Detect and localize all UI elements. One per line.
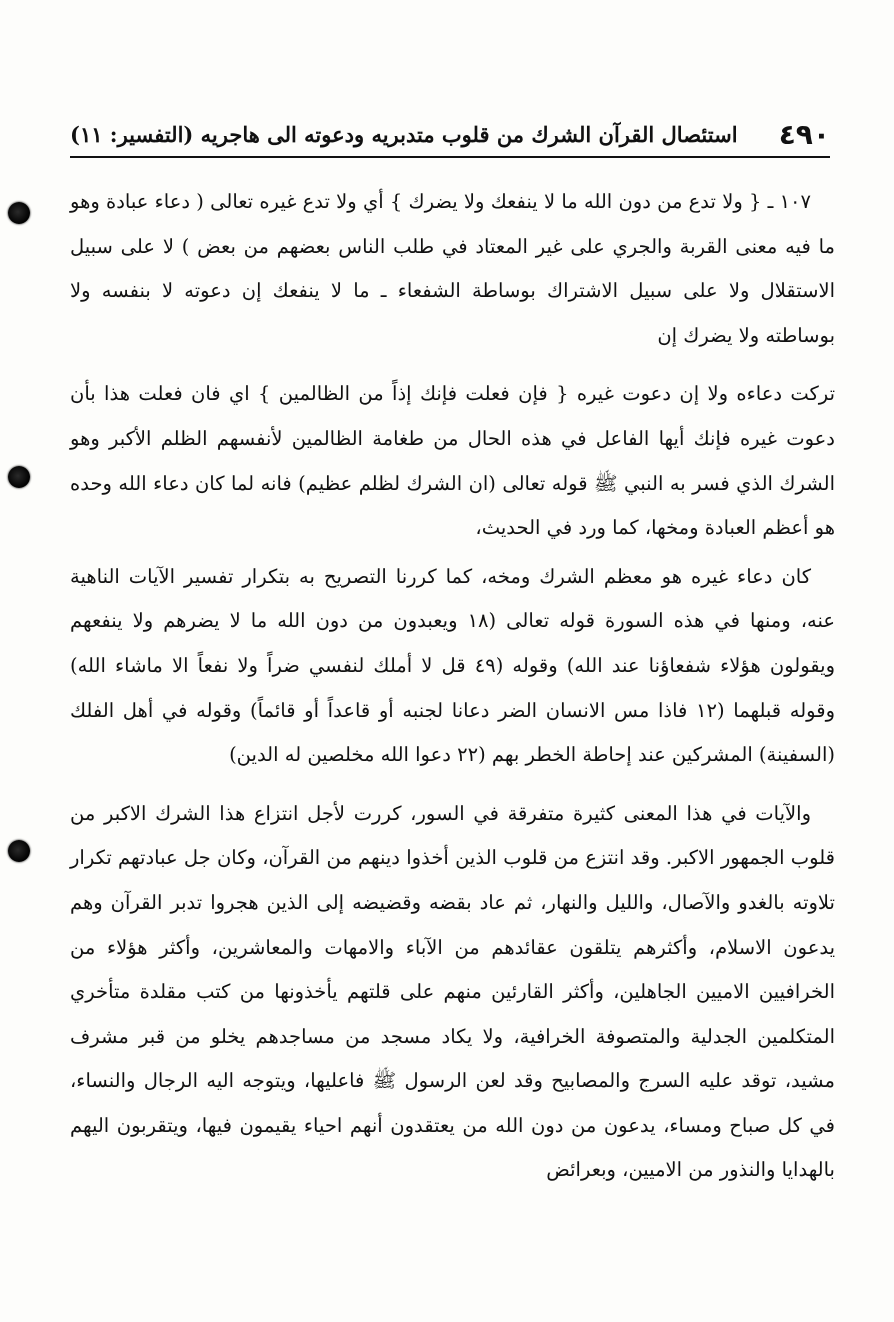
- running-title: استئصال القرآن الشرك من قلوب متدبريه ودعوته الى هاجريه (التفسير: ١١): [70, 121, 738, 147]
- paragraph-shirk-verses: كان دعاء غيره هو معظم الشرك ومخه، كما كررنا التصريح به بتكرار تفسير الآيات الناهية عنه، ومنها في هذه السورة قوله تعالى (١٨ ويعبدون من دون الله ما لا يضرهم ولا ينفعهم ويقولون هؤلاء شفعاؤنا عند الله) وقوله (٤٩ قل لا أملك لنفسي ضراً ولا نفعاً الا ماشاء الله) وقوله قبلهما (١٢ فاذا مس الانسان الضر دعانا لجنبه أو قاعداً أو قائماً) وقوله في أهل الفلك (السفينة) المشركين عند إحاطة الخطر بهم (٢٢ دعوا الله مخلصين له الدين): [70, 564, 835, 767]
- paragraph-explanation: تركت دعاءه ولا إن دعوت غيره { فإن فعلت فإنك إذاً من الظالمين } اي فان فعلت هذا بأن دعوت غيره فإنك أيها الفاعل في هذه الحال من طغامة الظالمين لأنفسهم الظلم الأكبر وهو الشرك الذي فسر به النبي ﷺ قوله تعالى (ان الشرك لظلم عظيم) فانه لما كان دعاء الله وحده هو أعظم العبادة ومخها، كما ورد في الحديث،: [70, 382, 835, 540]
- binder-hole-middle: [8, 466, 30, 488]
- body-text: [70, 180, 835, 1193]
- page-header: [70, 112, 830, 158]
- paragraph-verse-107: ١٠٧ ـ { ولا تدع من دون الله ما لا ينفعك ولا يضرك } أي ولا تدع غيره تعالى ( دعاء عبادة وهو ما فيه معنى القربة والجري على غير المعتاد في طلب الناس بعضهم من بعض ) لا على سبيل الاستقلال ولا على سبيل الاشتراك بوساطة الشفعاء ـ ما لا ينفعك إن دعوته لا بنفسه ولا بوساطته ولا يضرك إن: [70, 190, 835, 347]
- binder-hole-bottom: [8, 840, 30, 862]
- page-number: ٤٩٠: [778, 117, 830, 151]
- paragraph-commentary: والآيات في هذا المعنى كثيرة متفرقة في السور، كررت لأجل انتزاع هذا الشرك الاكبر من قلوب الجمهور الاكبر. وقد انتزع من قلوب الذين أخذوا دينهم من القرآن، وكان جل عبادتهم تكرار تلاوته بالغدو والآصال، والليل والنهار، ثم عاد بقضه وقضيضه إلى الذين هجروا تدبر القرآن وهم يدعون الاسلام، وأكثرهم يتلقون عقائدهم من الآباء والامهات والمعاشرين، وأكثر هؤلاء من الخرافيين الاميين الجاهلين، وأكثر القارئين منهم على قلتهم يأخذونها من كتب مقلدة متأخري المتكلمين الجدلية والمتصوفة الخرافية، ولا يكاد مسجد من مساجدهم يخلو من قبر مشرف مشيد، توقد عليه السرج والمصابيح وقد لعن الرسول ﷺ فاعليها، ويتوجه اليه الرجال والنساء، في كل صباح ومساء، يدعون من دون الله من يعتقدون أنهم احياء يقيمون فيها، ويتقربون اليهم بالهدايا والنذور من الاميين، وبعرائض: [70, 801, 835, 1182]
- binder-hole-top: [8, 202, 30, 224]
